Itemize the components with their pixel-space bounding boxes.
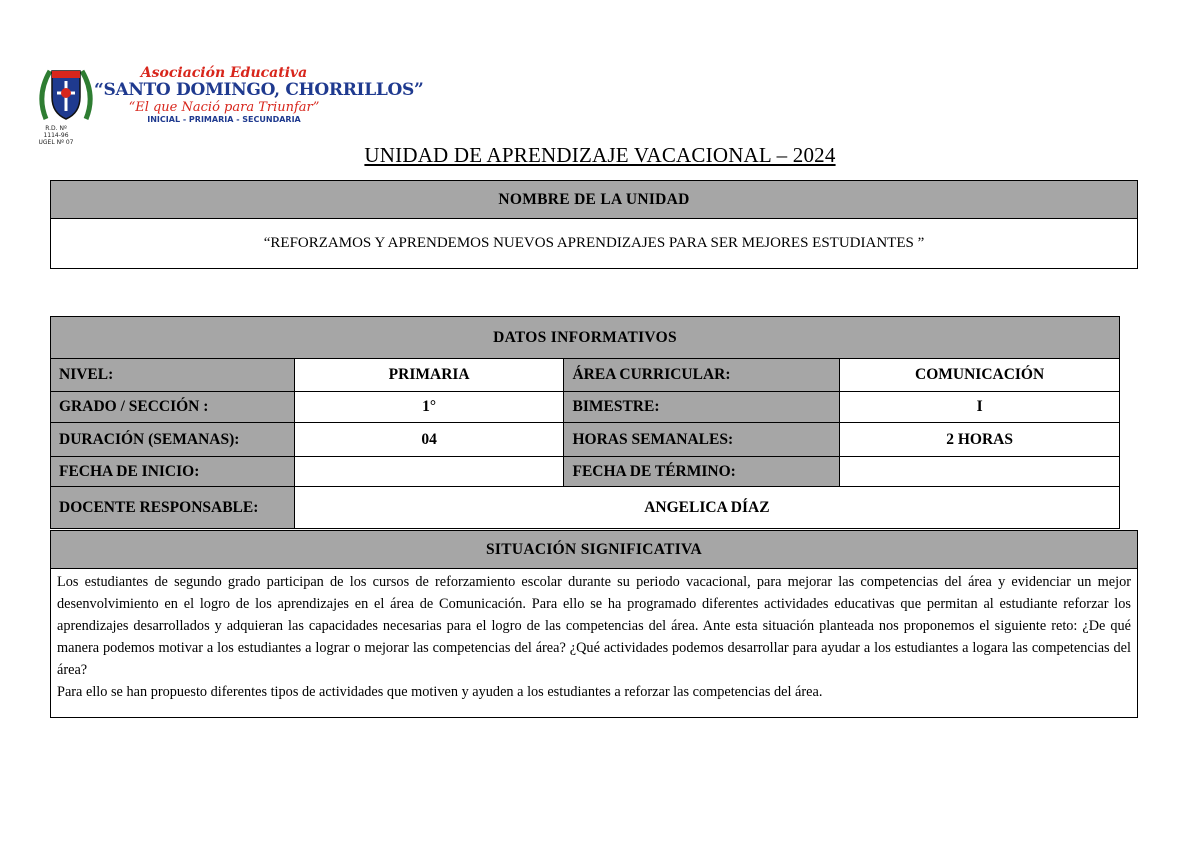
docente-label: DOCENTE RESPONSABLE: <box>51 487 295 529</box>
unit-name-table <box>50 180 1138 269</box>
bimestre-label: BIMESTRE: <box>564 392 840 423</box>
logo-line-levels: INICIAL - PRIMARIA - SECUNDARIA <box>147 115 301 124</box>
duracion-label: DURACIÓN (SEMANAS): <box>51 423 295 457</box>
docente-value: ANGELICA DÍAZ <box>294 487 1119 529</box>
horas-value: 2 HORAS <box>840 423 1120 457</box>
fecha-inicio-value <box>294 457 564 487</box>
situacion-header: SITUACIÓN SIGNIFICATIVA <box>51 531 1138 569</box>
registration-line-1: R.D. Nº 1114-96 <box>43 125 69 139</box>
logo-line-association: Asociación Educativa <box>140 65 308 81</box>
unit-name-header: NOMBRE DE LA UNIDAD <box>51 181 1138 219</box>
area-label: ÁREA CURRICULAR: <box>564 359 840 392</box>
situacion-paragraph-1: Los estudiantes de segundo grado participan de los cursos de reforzamiento escolar durante su periodo vacacional, para mejorar las competencias del área y evidenciar un mejor desenvolvimiento en el logro de los aprendizajes en el área de Comunicación. Para ello se ha programado diferentes actividades educativas que permitan al estudiante reforzar los aprendizajes desarrollados y adquieran las capacidades necesarias para el logro de las competencias del área. Ante esta situación planteada nos proponemos el siguiente reto: ¿De qué manera podemos motivar a los estudiantes a lograr o mejorar las competencias del área? ¿Qué actividades podemos desarrollar para ayudar a los estudiantes a logara las competencias del área? <box>57 574 1131 678</box>
school-logo <box>36 63 424 146</box>
horas-label: HORAS SEMANALES: <box>564 423 840 457</box>
nivel-value: PRIMARIA <box>294 359 564 392</box>
info-header: DATOS INFORMATIVOS <box>51 317 1120 359</box>
logo-line-school-name: “SANTO DOMINGO, CHORRILLOS” <box>94 80 424 100</box>
logo-text <box>94 63 424 125</box>
document-title: UNIDAD DE APRENDIZAJE VACACIONAL – 2024 <box>364 143 836 167</box>
duracion-value: 04 <box>294 423 564 457</box>
situacion-body <box>51 569 1138 718</box>
situacion-paragraph-2: Para ello se han propuesto diferentes tipos de actividades que motiven y ayuden a los estudiantes a reforzar las competencias del área. <box>57 684 823 700</box>
nivel-label: NIVEL: <box>51 359 295 392</box>
fecha-termino-value <box>840 457 1120 487</box>
situacion-table <box>50 530 1138 718</box>
area-value: COMUNICACIÓN <box>840 359 1120 392</box>
bimestre-value: I <box>840 392 1120 423</box>
unit-name-value: “REFORZAMOS Y APRENDEMOS NUEVOS APRENDIZAJES PARA SER MEJORES ESTUDIANTES ” <box>51 219 1138 269</box>
fecha-termino-label: FECHA DE TÉRMINO: <box>564 457 840 487</box>
info-table <box>50 316 1120 529</box>
grado-label: GRADO / SECCIÓN : <box>51 392 295 423</box>
logo-line-motto: “El que Nació para Triunfar” <box>128 100 320 115</box>
fecha-inicio-label: FECHA DE INICIO: <box>51 457 295 487</box>
school-crest-icon <box>36 63 96 125</box>
grado-value: 1° <box>294 392 564 423</box>
registration-line-2: UGEL Nº 07 <box>38 139 74 146</box>
